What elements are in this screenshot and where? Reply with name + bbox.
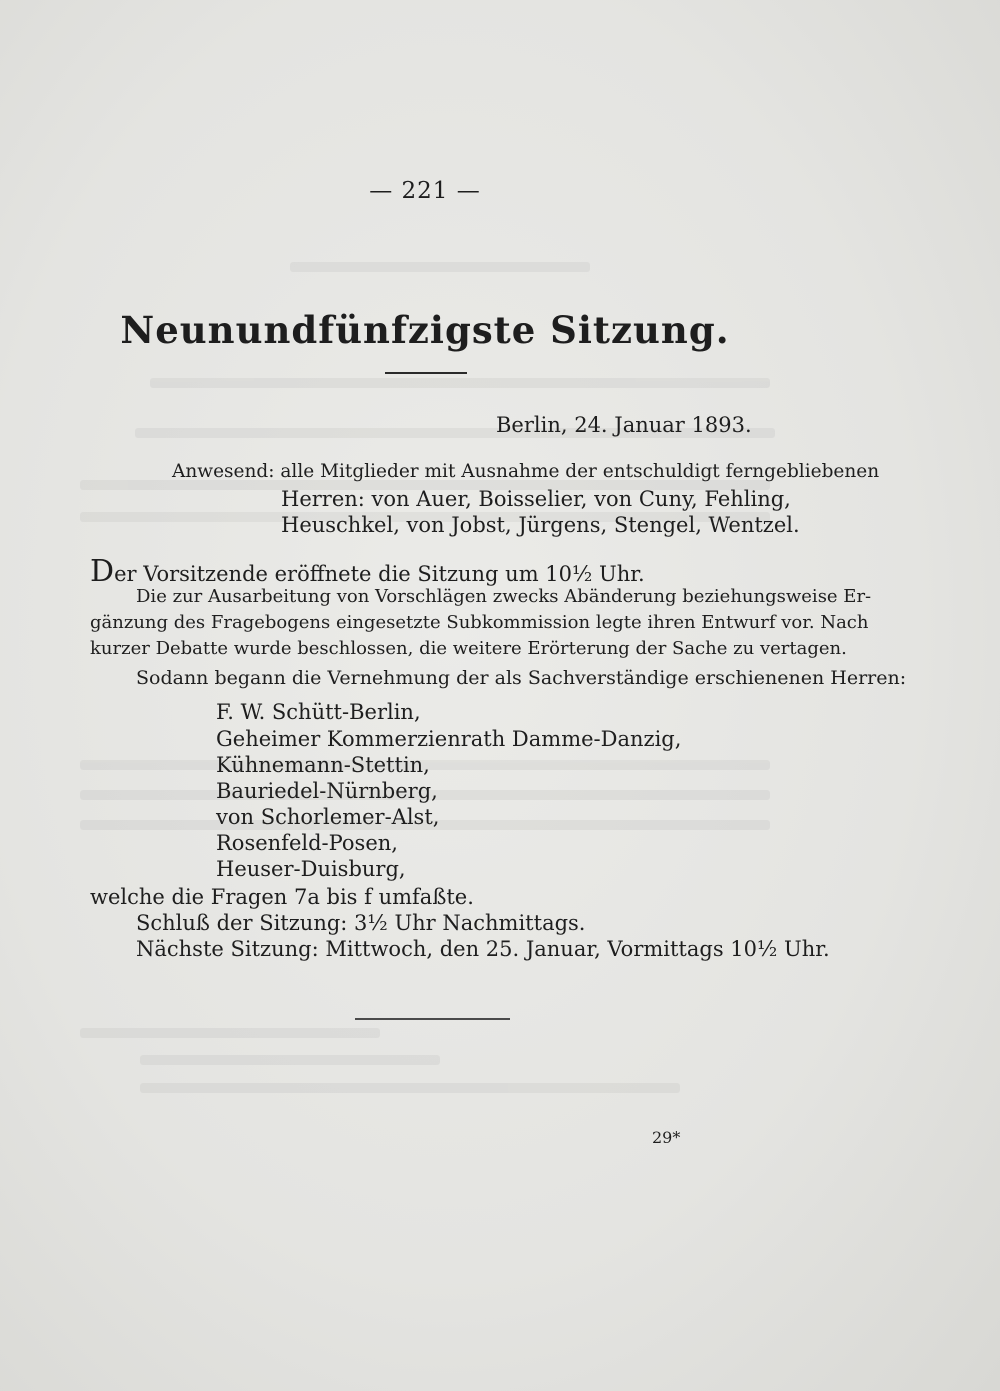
page-title: Neunundfünfzigste Sitzung.	[120, 308, 730, 352]
expert-item: Rosenfeld-Posen,	[216, 831, 398, 855]
paragraph-1-line-2: gänzung des Fragebogens eingesetzte Subkommission legte ihren Entwurf vor. Nach	[90, 612, 869, 633]
expert-item: Heuser-Duisburg,	[216, 857, 406, 881]
next-session-line: Nächste Sitzung: Mittwoch, den 25. Januar, Vormittags 10½ Uhr.	[136, 937, 830, 961]
opening-sentence	[90, 554, 645, 589]
opening-rest: er Vorsitzende eröffnete die Sitzung um 10½ Uhr.	[114, 562, 645, 586]
paragraph-2: Sodann begann die Vernehmung der als Sachverständige erschienenen Herren:	[136, 667, 907, 689]
title-divider	[385, 372, 467, 374]
expert-item: Kühnemann-Stettin,	[216, 753, 430, 777]
dateline: Berlin, 24. Januar 1893.	[496, 413, 752, 437]
end-divider	[355, 1018, 510, 1020]
closing-line: Schluß der Sitzung: 3½ Uhr Nachmittags.	[136, 911, 586, 935]
expert-item: von Schorlemer-Alst,	[216, 805, 440, 829]
page-number: — 221 —	[369, 178, 481, 204]
signature-mark: 29*	[652, 1128, 681, 1147]
paragraph-1-line-1: Die zur Ausarbeitung von Vorschlägen zwecks Abänderung beziehungsweise Er-	[136, 586, 872, 607]
expert-item: Geheimer Kommerzienrath Damme-Danzig,	[216, 727, 682, 751]
questions-line: welche die Fragen 7a bis f umfaßte.	[90, 885, 474, 909]
attendance-line-2: Herren: von Auer, Boisselier, von Cuny, Fehling,	[281, 487, 791, 511]
attendance-line-1: Anwesend: alle Mitglieder mit Ausnahme der entschuldigt ferngebliebenen	[172, 461, 880, 482]
paragraph-1-line-3: kurzer Debatte wurde beschlossen, die weitere Erörterung der Sache zu vertagen.	[90, 638, 847, 659]
attendance-line-3: Heuschkel, von Jobst, Jürgens, Stengel, Wentzel.	[281, 513, 800, 537]
drop-cap: D	[90, 554, 115, 589]
expert-item: Bauriedel-Nürnberg,	[216, 779, 438, 803]
expert-item: F. W. Schütt-Berlin,	[216, 700, 421, 724]
